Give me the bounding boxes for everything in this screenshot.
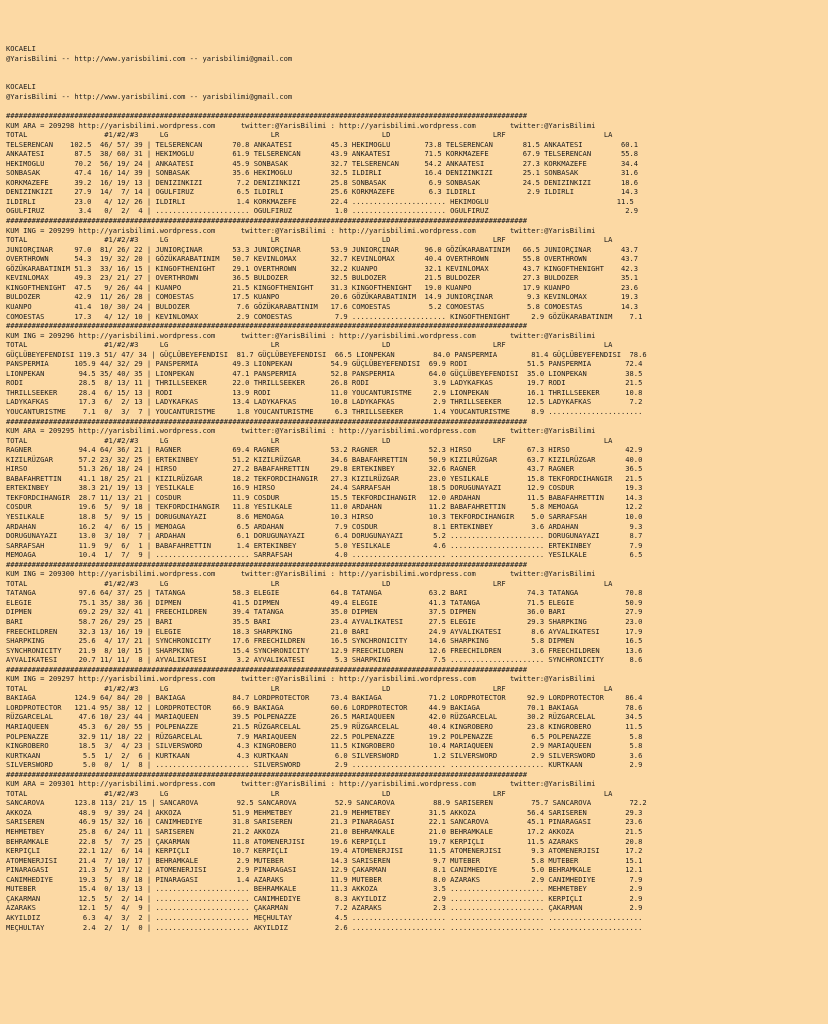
report-line: DIPMEN 69.2 29/ 32/ 41 | FREECHILDREN 39.4 TATANGA 35.0 DIPMEN 37.5 DIPMEN 36.0 BARI 27.9 — [6, 607, 643, 617]
report-line: MEÇHULTAY 2.4 2/ 1/ 0 | ...................... AKYILDIZ 2.6 ...................... ...................... ...................... — [6, 922, 643, 932]
report-line: ########################################################################################################################## — [6, 111, 528, 121]
report-line: ELEGIE 75.1 35/ 38/ 36 | DIPMEN 41.5 DIPMEN 49.4 ELEGIE 41.3 TATANGA 71.5 ELEGIE 50.9 — [6, 597, 643, 607]
report-line: PINARAGASI 21.3 5/ 17/ 12 | ATOMENERJISI 2.9 PINARAGASI 12.9 ÇAKARMAN 8.1 CANIMHEDIYE 5.0 BEHRAMKALE 12.1 — [6, 865, 643, 875]
report-line: THRILLSEEKER 28.4 6/ 15/ 13 | RODI 13.9 RODI 11.0 YOUCANTURISTME 2.9 LIONPEKAN 16.1 THRILLSEEKER 10.8 — [6, 387, 643, 397]
report-line: KUM ARA = 209298 http://yarisbilimi.wordpress.com twitter:@YarisBilimi : http://yarisbilimi.wordpress.com twitter:@YarisBilimi — [6, 120, 596, 130]
report-line: TOTAL #1/#2/#3 LG LR LD LRF LA — [6, 340, 613, 350]
report-line: TOTAL #1/#2/#3 LG LR LD LRF LA — [6, 130, 613, 140]
report-line: TOTAL #1/#2/#3 LG LR LD LRF LA — [6, 435, 613, 445]
report-line: FREECHILDREN 32.3 13/ 16/ 19 | ELEGIE 18.3 SHARPKING 21.0 BARI 24.9 AYVALIKATESI 8.6 AYVALIKATESI 17.9 — [6, 626, 643, 636]
report-line: KORKMAZEFE 39.2 16/ 19/ 13 | DENIZINKIZI 7.2 DENIZINKIZI 25.8 SONBASAK 6.9 SONBASAK 24.5 DENIZINKIZI 18.6 — [6, 177, 639, 187]
report-line: KUM ARA = 209301 http://yarisbilimi.wordpress.com twitter:@YarisBilimi : http://yarisbilimi.wordpress.com twitter:@YarisBilimi — [6, 779, 596, 789]
report-line: BEHRAMKALE 22.8 5/ 7/ 25 | ÇAKARMAN 11.8 ATOMENERJISI 19.6 KERPIÇLI 19.7 KERPIÇLI 11.5 AZARAKS 20.8 — [6, 836, 643, 846]
report-line: ILDIRLI 23.0 4/ 12/ 26 | ILDIRLI 1.4 KORKMAZEFE 22.4 ...................... HEKIMOGLU 11.5 — [6, 196, 634, 206]
report-line: KUM ING = 209297 http://yarisbilimi.wordpress.com twitter:@YarisBilimi : http://yarisbilimi.wordpress.com twitter:@YarisBilimi — [6, 674, 596, 684]
report-line: JUNIORÇINAR 97.0 81/ 26/ 22 | JUNIORÇINAR 53.3 JUNIORÇINAR 53.9 JUNIORÇINAR 96.0 GÖZÜKARABATINIM 66.5 JUNIORÇINAR 43.7 — [6, 244, 639, 254]
report-line: BULDOZER 42.9 11/ 26/ 28 | COMOESTAS 17.5 KUANPO 20.6 GÖZÜKARABATINIM 14.9 JUNIORÇINAR 9.3 KEVINLOMAX 19.3 — [6, 292, 639, 302]
report-line: HEKIMOGLU 70.2 56/ 19/ 24 | ANKAATESI 45.9 SONBASAK 32.7 TELSERENCAN 54.2 ANKAATESI 27.3 KORKMAZEFE 34.4 — [6, 158, 639, 168]
report-line: RÜZGARCELAL 47.6 10/ 23/ 44 | MARIAQUEEN 39.5 POLPENAZZE 26.5 MARIAQUEEN 42.0 RÜZGARCELAL 30.2 RÜZGARCELAL 34.5 — [6, 712, 643, 722]
blank-line — [6, 101, 824, 111]
report-line: TATANGA 97.6 64/ 37/ 25 | TATANGA 58.3 ELEGIE 64.8 TATANGA 63.2 BARI 74.3 TATANGA 70.8 — [6, 588, 643, 598]
report-line: AKKOZA 48.9 9/ 39/ 24 | AKKOZA 51.9 MEHMETBEY 21.9 MEHMETBEY 31.5 AKKOZA 56.4 SARISEREN 29.3 — [6, 807, 643, 817]
report-line: MUTEBER 15.4 0/ 13/ 13 | ...................... BEHRAMKALE 11.3 AKKOZA 3.5 ...................... MEHMETBEY 2.9 — [6, 884, 643, 894]
report-line: SILVERSWORD 5.0 0/ 1/ 8 | ...................... SILVERSWORD 2.9 ...................... ...................... KURTKAAN 2.9 — [6, 760, 643, 770]
report-line: KUM ING = 209296 http://yarisbilimi.wordpress.com twitter:@YarisBilimi : http://yarisbilimi.wordpress.com twitter:@YarisBilimi — [6, 330, 596, 340]
report-line: SYNCHRONICITY 21.9 8/ 10/ 15 | SHARPKING 15.4 SYNCHRONICITY 12.9 FREECHILDREN 12.6 FREECHILDREN 3.6 FREECHILDREN 13.6 — [6, 645, 643, 655]
report-line: KIZILRÜZGAR 57.2 23/ 32/ 25 | ERTEKINBEY 51.2 KIZILRÜZGAR 34.6 BABAFAHRETTIN 50.9 KIZILRÜZGAR 63.7 KIZILRÜZGAR 40.0 — [6, 454, 643, 464]
report-line: ########################################################################################################################## — [6, 321, 528, 331]
report-line: TOTAL #1/#2/#3 LG LR LD LRF LA — [6, 235, 613, 245]
report-line: AZARAKS 12.1 5/ 4/ 9 | ...................... ÇAKARMAN 7.2 AZARAKS 2.3 ...................... ÇAKARMAN 2.9 — [6, 903, 643, 913]
report-line: BABAFAHRETTIN 41.1 18/ 25/ 21 | KIZILRÜZGAR 18.2 TEKFORDCIHANGIR 27.3 KIZILRÜZGAR 23.0 YESILKALE 15.8 TEKFORDCIHANGIR 21.5 — [6, 473, 643, 483]
report-line: COSDUR 19.6 5/ 9/ 18 | TEKFORDCIHANGIR 11.8 YESILKALE 11.0 ARDAHAN 11.2 BABAFAHRETTIN 5.8 MEMOAGA 12.2 — [6, 502, 643, 512]
report-line: KUM ING = 209300 http://yarisbilimi.wordpress.com twitter:@YarisBilimi : http://yarisbilimi.wordpress.com twitter:@YarisBilimi — [6, 569, 596, 579]
report-line: RODI 28.5 8/ 13/ 11 | THRILLSEEKER 22.0 THRILLSEEKER 26.8 RODI 3.9 LADYKAFKAS 19.7 RODI 21.5 — [6, 378, 643, 388]
report-line: ########################################################################################################################## — [6, 416, 528, 426]
report-line: ANKAATESI 87.5 38/ 60/ 31 | HEKIMOGLU 61.9 TELSERENCAN 43.9 ANKAATESI 71.5 KORKMAZEFE 67.9 TELSERENCAN 55.8 — [6, 149, 639, 159]
report-line: OVERTHROWN 54.3 19/ 32/ 20 | GÖZÜKARABATINIM 50.7 KEVINLOMAX 32.7 KEVINLOMAX 40.4 OVERTHROWN 55.8 OVERTHROWN 43.7 — [6, 254, 639, 264]
report-line: GÜÇLÜBEYEFENDISI 119.3 51/ 47/ 34 | GÜÇLÜBEYEFENDISI 81.7 GÜÇLÜBEYEFENDISI 66.5 LIONPEKAN 84.0 PANSPERMIA 81.4 GÜÇLÜBEYEFENDISI 78.6 — [6, 349, 647, 359]
report-line: DORUGUNAYAZI 13.0 3/ 10/ 7 | ARDAHAN 6.1 DORUGUNAYAZI 6.4 DORUGUNAYAZI 5.2 ...................... DORUGUNAYAZI 8.7 — [6, 531, 643, 541]
report-line: KUANPO 41.4 10/ 30/ 24 | BULDOZER 7.6 GÖZÜKARABATINIM 17.6 COMOESTAS 5.2 COMOESTAS 5.8 COMOESTAS 14.3 — [6, 301, 639, 311]
report-line: ########################################################################################################################## — [6, 769, 528, 779]
report-line: MEMOAGA 10.4 1/ 7/ 9 | ...................... SARRAFSAH 4.0 ...................... ...................... YESILKALE 6.5 — [6, 550, 643, 560]
report-line: AKYILDIZ 6.3 4/ 3/ 2 | ...................... MEÇHULTAY 4.5 ...................... ...................... ...................... — [6, 912, 643, 922]
report-line: KERPIÇLI 22.1 12/ 6/ 14 | KERPIÇLI 10.7 KERPIÇLI 19.4 ATOMENERJISI 11.5 ATOMENERJISI 9.3 ATOMENERJISI 17.2 — [6, 846, 643, 856]
report-line: ########################################################################################################################## — [6, 664, 528, 674]
report-line: KOCAELI — [6, 44, 36, 54]
report-line: ########################################################################################################################## — [6, 559, 528, 569]
report-line: TELSERENCAN 102.5 46/ 57/ 39 | TELSERENCAN 70.8 ANKAATESI 45.3 HEKIMOGLU 73.8 TELSERENCAN 81.5 ANKAATESI 60.1 — [6, 139, 639, 149]
report-line: TOTAL #1/#2/#3 LG LR LD LRF LA — [6, 578, 613, 588]
report-line: SARISEREN 46.9 15/ 32/ 16 | CANIMHEDIYE 31.8 SARISEREN 21.3 PINARAGASI 22.1 SANCAROVA 45.1 PINARAGASI 23.6 — [6, 817, 643, 827]
report-line: SONBASAK 47.4 16/ 14/ 39 | SONBASAK 35.6 HEKIMOGLU 32.5 ILDIRLI 16.4 DENIZINKIZI 25.1 SONBASAK 31.6 — [6, 168, 639, 178]
report-line: ########################################################################################################################## — [6, 216, 528, 226]
report-line: HIRSO 51.3 26/ 18/ 24 | HIRSO 27.2 BABAFAHRETTIN 29.8 ERTEKINBEY 32.6 RAGNER 43.7 RAGNER 36.5 — [6, 464, 643, 474]
report-line: MARIAQUEEN 45.3 6/ 20/ 55 | POLPENAZZE 21.5 RÜZGARCELAL 25.9 RÜZGARCELAL 40.4 KINGROBERO 23.8 KINGROBERO 11.5 — [6, 722, 643, 732]
report-line: KINGROBERO 18.5 3/ 4/ 23 | SILVERSWORD 4.3 KINGROBERO 11.5 KINGROBERO 10.4 MARIAQUEEN 2.9 MARIAQUEEN 5.8 — [6, 741, 643, 751]
report-document — [0, 38, 828, 936]
blank-line — [6, 63, 824, 73]
report-line: YOUCANTURISTME 7.1 0/ 3/ 7 | YOUCANTURISTME 1.8 YOUCANTURISTME 6.3 THRILLSEEKER 1.4 YOUCANTURISTME 8.9 ...................... — [6, 406, 643, 416]
report-line: @YarisBilimi -- http://www.yarisbilimi.com -- yarisbilimi@gmail.com — [6, 91, 293, 101]
report-line: SHARPKING 25.6 4/ 17/ 21 | SYNCHRONICITY 17.6 FREECHILDREN 16.5 SYNCHRONICITY 14.6 SHARPKING 5.8 DIPMEN 16.5 — [6, 636, 643, 646]
report-line: AYVALIKATESI 20.7 11/ 11/ 8 | AYVALIKATESI 3.2 AYVALIKATESI 5.3 SHARPKING 7.5 ...................... SYNCHRONICITY 8.6 — [6, 655, 643, 665]
report-line: ERTEKINBEY 38.3 21/ 19/ 13 | YESILKALE 16.9 HIRSO 24.4 SARRAFSAH 18.5 DORUGUNAYAZI 12.9 COSDUR 19.3 — [6, 483, 643, 493]
report-line: @YarisBilimi -- http://www.yarisbilimi.com -- yarisbilimi@gmail.com — [6, 53, 293, 63]
report-line: TOTAL #1/#2/#3 LG LR LD LRF LA — [6, 683, 613, 693]
report-line: ÇAKARMAN 12.5 5/ 2/ 14 | ...................... CANIMHEDIYE 8.3 AKYILDIZ 2.9 ...................... KERPIÇLI 2.9 — [6, 893, 643, 903]
report-line: BAKIAGA 124.9 64/ 84/ 20 | BAKIAGA 84.7 LORDPROTECTOR 73.4 BAKIAGA 71.2 LORDPROTECTOR 92.9 LORDPROTECTOR 86.4 — [6, 693, 643, 703]
report-line: SANCAROVA 123.8 113/ 21/ 15 | SANCAROVA 92.5 SANCAROVA 52.9 SANCAROVA 88.9 SARISEREN 75.7 SANCAROVA 72.2 — [6, 798, 647, 808]
report-line: YESILKALE 18.8 5/ 9/ 15 | DORUGUNAYAZI 8.6 MEMOAGA 10.3 HIRSO 10.3 TEKFORDCIHANGIR 5.0 SARRAFSAH 10.0 — [6, 511, 643, 521]
report-line: KUM ARA = 209295 http://yarisbilimi.wordpress.com twitter:@YarisBilimi : http://yarisbilimi.wordpress.com twitter:@YarisBilimi — [6, 426, 596, 436]
report-line: LADYKAFKAS 17.3 6/ 2/ 13 | LADYKAFKAS 13.4 LADYKAFKAS 10.8 LADYKAFKAS 2.9 THRILLSEEKER 12.5 LADYKAFKAS 7.2 — [6, 397, 643, 407]
report-line: SARRAFSAH 11.9 9/ 6/ 1 | BABAFAHRETTIN 1.4 ERTEKINBEY 5.0 YESILKALE 4.6 ...................... ERTEKINBEY 7.9 — [6, 540, 643, 550]
report-line: PANSPERMIA 105.9 44/ 32/ 29 | PANSPERMIA 49.3 LIONPEKAN 54.9 GÜÇLÜBEYEFENDISI 69.9 RODI 51.5 PANSPERMIA 72.4 — [6, 359, 643, 369]
report-line: RAGNER 94.4 64/ 36/ 21 | RAGNER 69.4 RAGNER 53.2 RAGNER 52.3 HIRSO 67.3 HIRSO 42.9 — [6, 445, 643, 455]
report-line: COMOESTAS 17.3 4/ 12/ 10 | KEVINLOMAX 2.9 COMOESTAS 7.9 ...................... KINGOFTHENIGHT 2.9 GÖZÜKARABATINIM 7.1 — [6, 311, 643, 321]
report-line: LIONPEKAN 94.5 35/ 40/ 35 | LIONPEKAN 47.1 PANSPERMIA 52.8 PANSPERMIA 64.0 GÜÇLÜBEYEFENDISI 35.0 LIONPEKAN 38.5 — [6, 368, 643, 378]
report-line: KUM ING = 209299 http://yarisbilimi.wordpress.com twitter:@YarisBilimi : http://yarisbilimi.wordpress.com twitter:@YarisBilimi — [6, 225, 596, 235]
report-line: GÖZÜKARABATINIM 51.3 33/ 16/ 15 | KINGOFTHENIGHT 29.1 OVERTHROWN 32.2 KUANPO 32.1 KEVINLOMAX 43.7 KINGOFTHENIGHT 42.3 — [6, 263, 639, 273]
report-line: KOCAELI — [6, 82, 36, 92]
report-line: DENIZINKIZI 27.9 14/ 7/ 14 | OGULFIRUZ 6.5 ILDIRLI 25.6 KORKMAZEFE 6.3 ILDIRLI 2.9 ILDIRLI 14.3 — [6, 187, 639, 197]
report-line: TOTAL #1/#2/#3 LG LR LD LRF LA — [6, 788, 613, 798]
report-line: ATOMENERJISI 21.4 7/ 10/ 17 | BEHRAMKALE 2.9 MUTEBER 14.3 SARISEREN 9.7 MUTEBER 5.8 MUTEBER 15.1 — [6, 855, 643, 865]
report-line: ARDAHAN 16.2 4/ 6/ 15 | MEMOAGA 6.5 ARDAHAN 7.9 COSDUR 8.1 ERTEKINBEY 3.6 ARDAHAN 9.3 — [6, 521, 643, 531]
report-line: POLPENAZZE 32.9 11/ 18/ 22 | RÜZGARCELAL 7.9 MARIAQUEEN 22.5 POLPENAZZE 19.2 POLPENAZZE 6.5 POLPENAZZE 5.8 — [6, 731, 643, 741]
report-line: KURTKAAN 5.5 1/ 2/ 6 | KURTKAAN 4.3 KURTKAAN 6.0 SILVERSWORD 1.2 SILVERSWORD 2.9 SILVERSWORD 3.6 — [6, 750, 643, 760]
report-line: TEKFORDCIHANGIR 28.7 11/ 13/ 21 | COSDUR 11.9 COSDUR 15.5 TEKFORDCIHANGIR 12.0 ARDAHAN 11.5 BABAFAHRETTIN 14.3 — [6, 492, 643, 502]
report-line: CANIMHEDIYE 19.3 5/ 8/ 18 | PINARAGASI 1.4 AZARAKS 11.9 MUTEBER 8.0 AZARAKS 2.9 CANIMHEDIYE 7.9 — [6, 874, 643, 884]
report-line: LORDPROTECTOR 121.4 95/ 38/ 12 | LORDPROTECTOR 66.9 BAKIAGA 60.6 LORDPROTECTOR 44.9 BAKIAGA 70.1 BAKIAGA 78.6 — [6, 702, 643, 712]
report-line: BARI 58.7 26/ 29/ 25 | BARI 35.5 BARI 23.4 AYVALIKATESI 27.5 ELEGIE 29.3 SHARPKING 23.0 — [6, 617, 643, 626]
report-line: KINGOFTHENIGHT 47.5 9/ 26/ 44 | KUANPO 21.5 KINGOFTHENIGHT 31.3 KINGOFTHENIGHT 19.0 KUANPO 17.9 KUANPO 23.6 — [6, 282, 639, 292]
blank-line — [6, 73, 824, 83]
report-line: MEHMETBEY 25.8 6/ 24/ 11 | SARISEREN 21.2 AKKOZA 21.0 BEHRAMKALE 21.0 BEHRAMKALE 17.2 AKKOZA 21.5 — [6, 827, 643, 837]
report-line: OGULFIRUZ 3.4 0/ 2/ 4 | ...................... OGULFIRUZ 1.0 ...................... OGULFIRUZ 2.9 — [6, 206, 639, 216]
report-line: KEVINLOMAX 49.3 23/ 21/ 27 | OVERTHROWN 36.5 BULDOZER 32.5 BULDOZER 21.5 BULDOZER 27.3 BULDOZER 35.1 — [6, 273, 639, 283]
